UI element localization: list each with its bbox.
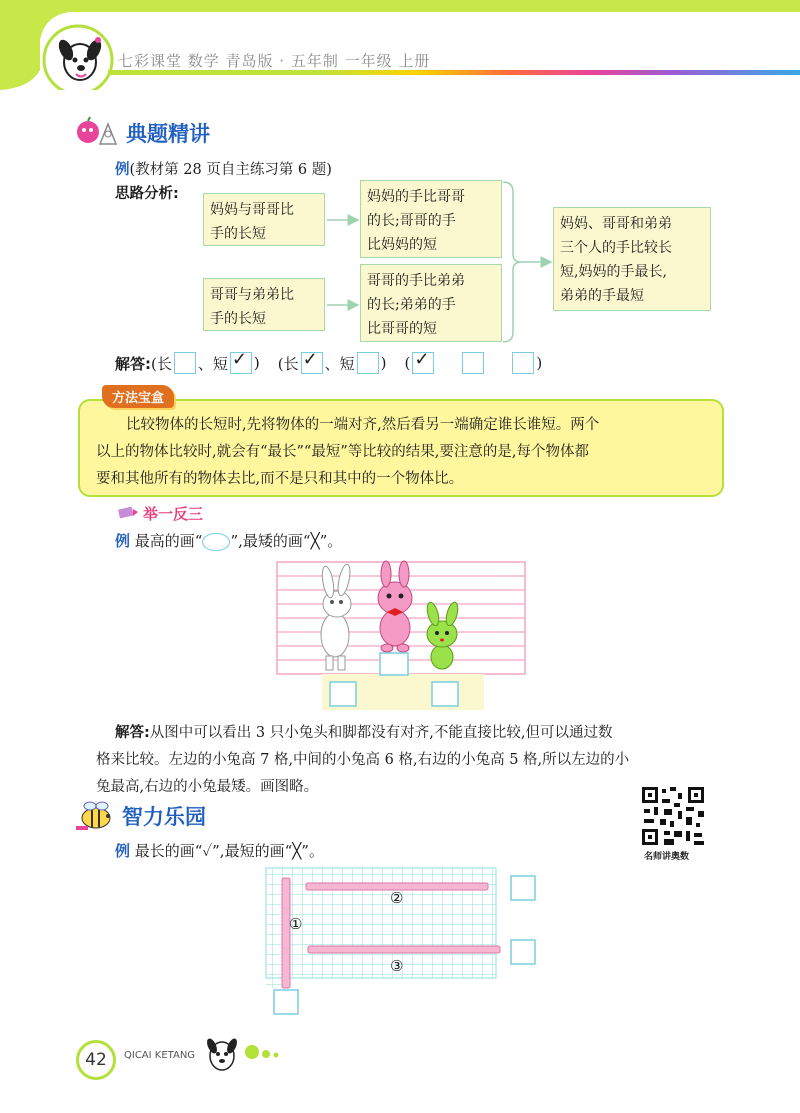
practice-instruction (115, 530, 342, 551)
box-line: 短,妈妈的手最长, (560, 264, 667, 280)
header-decoration (0, 0, 800, 90)
practice-answer-line: 格来比较。左边的小兔高 7 格,中间的小兔高 6 格,右边的小兔高 5 格,所以左边的小 (96, 752, 630, 768)
box-line: 哥哥的手比弟弟 (367, 273, 465, 289)
box-line: 手的长短 (210, 226, 266, 242)
bee-mascot-icon (74, 800, 120, 832)
answer-text: 从图中可以看出 3 只小兔头和脚都没有对齐,不能直接比较,但可以通过数 (149, 725, 613, 741)
box-line: 手的长短 (210, 311, 266, 327)
box-line: 妈妈的手比哥哥 (367, 189, 465, 205)
answer-box-empty[interactable] (174, 352, 196, 374)
answer-row-1 (115, 349, 543, 374)
answer-text: ( (404, 354, 411, 372)
header-rainbow-line (108, 70, 800, 75)
box-line: 的长;哥哥的手 (367, 213, 456, 229)
method-line: 要和其他所有的物体去比,而不是只和其中的一个物体比。 (96, 471, 464, 487)
practice-title: 举一反三 (143, 505, 204, 523)
pencil-icon (117, 505, 139, 521)
puzzle-instruction (115, 840, 324, 861)
strip-label-1: ① (289, 915, 303, 933)
rabbit-height-illustration (272, 560, 530, 712)
answer-text: ) (536, 354, 543, 372)
method-tag: 方法宝盒 (102, 385, 174, 408)
flow-box-brother-younger (203, 278, 325, 331)
answer-text: ) (380, 354, 387, 372)
qr-code-icon[interactable] (640, 785, 706, 847)
box-line: 三个人的手比较长 (560, 240, 672, 256)
check-mark-icon: ✓ (231, 349, 247, 370)
qr-caption: 名师讲奥数 (644, 852, 690, 862)
answer-box-checked[interactable] (230, 349, 252, 374)
box-line: 比妈妈的短 (367, 237, 437, 253)
answer-label: 解答: (115, 354, 151, 373)
example-label: 例 (115, 162, 130, 178)
answer-text: 、短 (197, 354, 228, 373)
footer-dog-mascot-icon (200, 1030, 290, 1080)
answer-text: (长 (277, 354, 299, 373)
instruction-text: ”,最矮的画“╳”。 (230, 532, 343, 550)
box-line: 比哥哥的短 (367, 321, 437, 337)
box-line: 妈妈、哥哥和弟弟 (560, 216, 672, 232)
example-text: (教材第 28 页自主练习第 6 题) (129, 162, 332, 178)
example-line (115, 158, 332, 179)
analysis-label: 思路分析: (115, 186, 179, 202)
answer-box-empty[interactable] (512, 352, 534, 374)
practice-answer-line (115, 721, 612, 742)
answer-box-checked[interactable] (412, 349, 434, 374)
strip-length-grid (262, 864, 542, 1020)
method-line: 以上的物体比较时,就会有“最长”“最短”等比较的结果,要注意的是,每个物体都 (96, 444, 589, 460)
check-mark-icon: ✓ (302, 349, 318, 370)
page-number: 42 (76, 1040, 116, 1080)
answer-text: (长 (151, 354, 172, 373)
box-line: 哥哥与弟弟比 (210, 287, 294, 303)
section-title-puzzle: 智力乐园 (122, 805, 206, 829)
practice-answer-line: 兔最高,右边的小兔最矮。画图略。 (96, 779, 319, 795)
section-title-typical: 典题精讲 (126, 122, 210, 146)
answer-box-empty[interactable] (357, 352, 379, 374)
footer-brand: QICAI KETANG (124, 1050, 196, 1061)
answer-box-empty[interactable] (462, 352, 484, 374)
instruction-text: 最长的画“✓”,最短的画“╳”。 (134, 842, 324, 860)
box-line: 妈妈与哥哥比 (210, 202, 294, 218)
instruction-text: 最高的画“ (134, 532, 203, 550)
box-line: 的长;弟弟的手 (367, 297, 456, 313)
example-label: 例 (115, 842, 131, 860)
answer-text: 、短 (324, 354, 355, 373)
example-label: 例 (115, 532, 131, 550)
answer-box-checked[interactable] (301, 349, 323, 374)
answer-label: 解答: (115, 725, 150, 741)
strip-label-3: ③ (390, 957, 404, 975)
answer-text: ) (253, 354, 260, 372)
check-mark-icon: ✓ (414, 349, 430, 370)
header-title: 七彩课堂 数学 青岛版 · 五年制 一年级 上册 (118, 52, 431, 70)
circle-symbol-icon (202, 533, 230, 551)
strip-label-2: ② (390, 889, 404, 907)
apple-mascot-icon (74, 116, 124, 146)
method-line: 比较物体的长短时,先将物体的一端对齐,然后看另一端确定谁长谁短。两个 (126, 417, 600, 433)
flow-box-conclusion (553, 207, 711, 311)
flow-arrows (325, 180, 557, 345)
flow-box-mom-brother (203, 193, 325, 246)
box-line: 弟弟的手最短 (560, 288, 644, 304)
